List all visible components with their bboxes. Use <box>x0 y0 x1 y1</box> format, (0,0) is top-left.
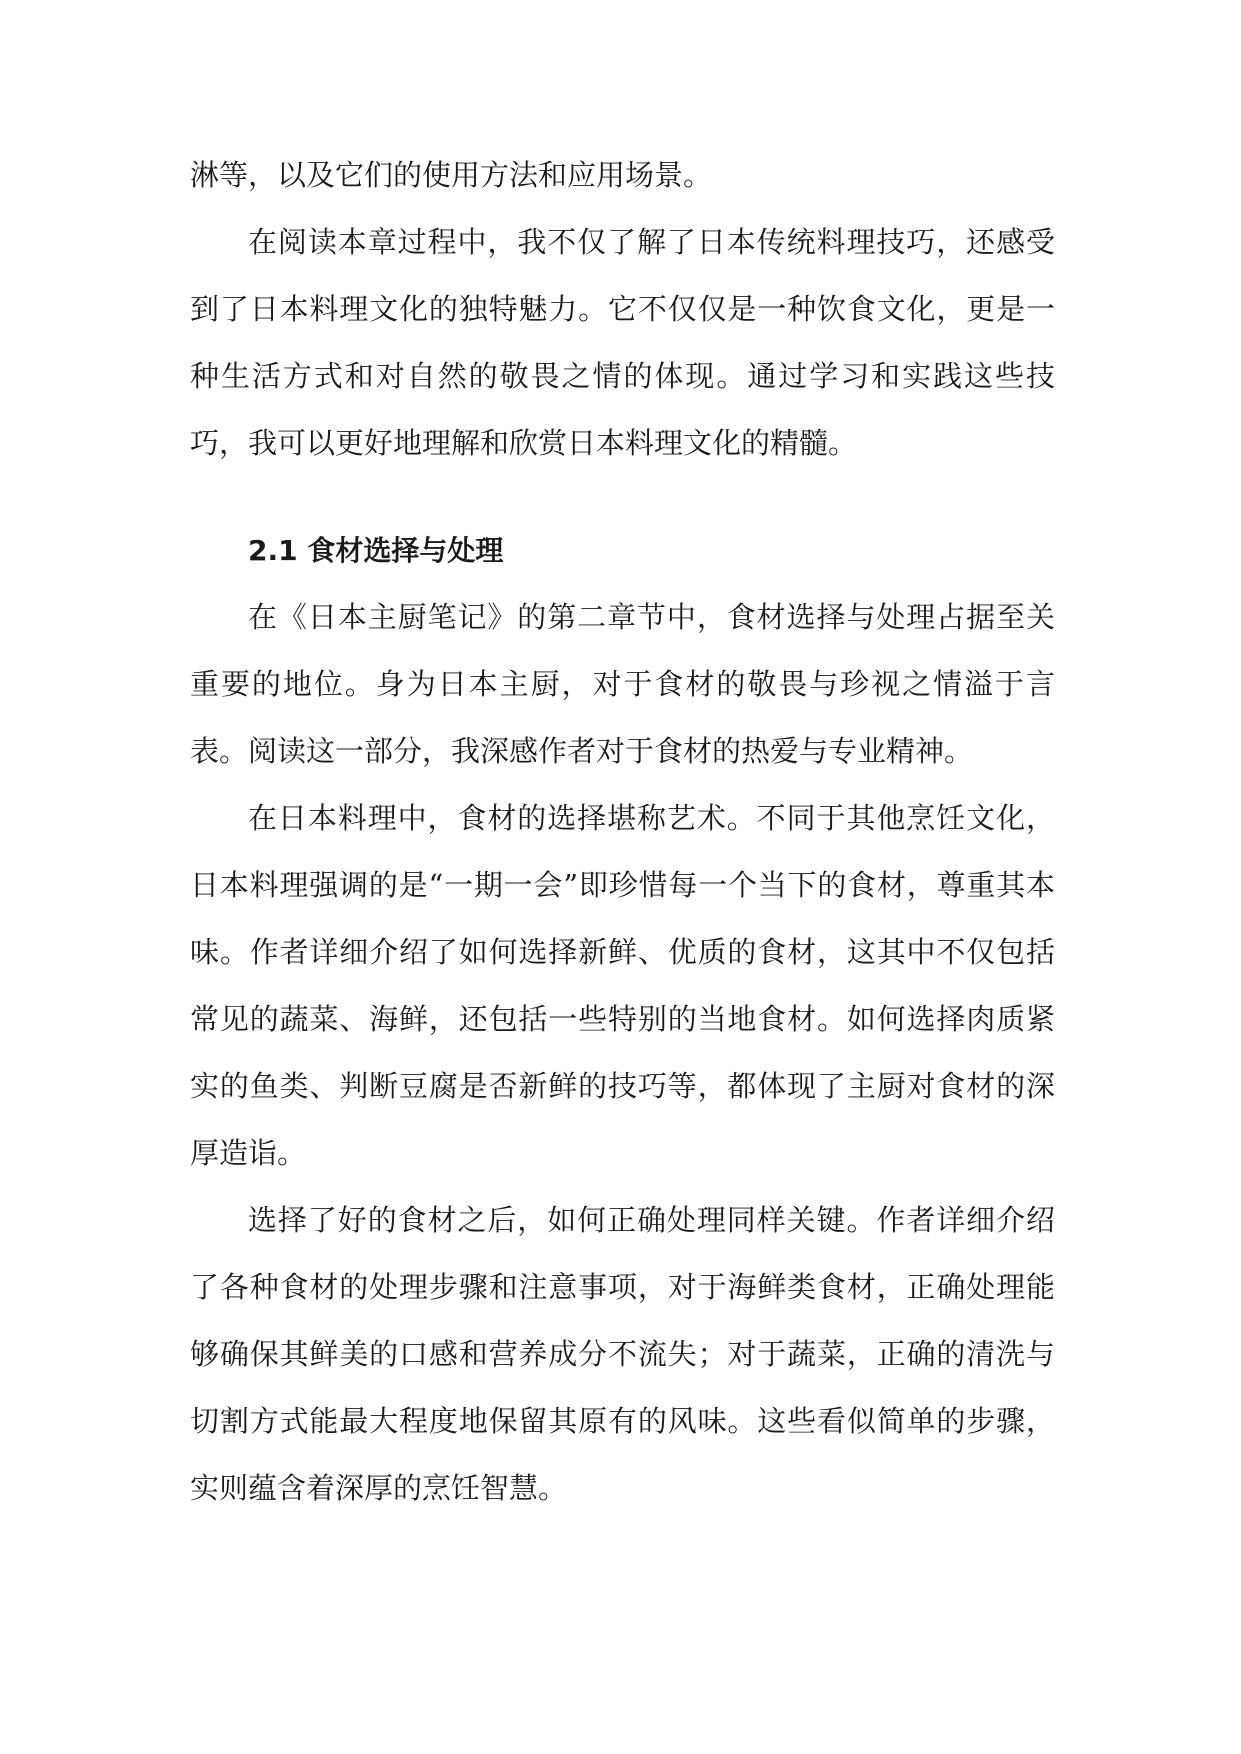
document-body <box>190 142 1055 1522</box>
section-title: 食材选择与处理 <box>307 534 504 567</box>
section-number: 2.1 <box>248 534 298 567</box>
paragraph-ingredients-importance: 在《日本主厨笔记》的第二章节中，食材选择与处理占据至关重要的地位。身为日本主厨，对于食材的敬畏与珍视之情溢于言表。阅读这一部分，我深感作者对于食材的热爱与专业精神。 <box>190 600 1055 768</box>
paragraph-continuation: 淋等，以及它们的使用方法和应用场景。 <box>190 158 713 192</box>
section-heading <box>190 517 1055 584</box>
paragraph-ingredient-processing: 选择了好的食材之后，如何正确处理同样关键。作者详细介绍了各种食材的处理步骤和注意事项，对于海鲜类食材，正确处理能够确保其鲜美的口感和营养成分不流失；对于蔬菜，正确的清洗与切割方式能最大程度地保留其原有的风味。这些看似简单的步骤，实则蕴含着深厚的烹饪智慧。 <box>190 1203 1055 1505</box>
paragraph-reading-reflection: 在阅读本章过程中，我不仅了解了日本传统料理技巧，还感受到了日本料理文化的独特魅力。它不仅仅是一种饮食文化，更是一种生活方式和对自然的敬畏之情的体现。通过学习和实践这些技巧，我可以更好地理解和欣赏日本料理文化的精髓。 <box>190 225 1055 460</box>
spacer <box>190 477 1055 497</box>
paragraph-ingredient-selection: 在日本料理中，食材的选择堪称艺术。不同于其他烹饪文化，日本料理强调的是“一期一会”即珍惜每一个当下的食材，尊重其本味。作者详细介绍了如何选择新鲜、优质的食材，这其中不仅包括常见的蔬菜、海鲜，还包括一些特别的当地食材。如何选择肉质紧实的鱼类、判断豆腐是否新鲜的技巧等，都体现了主厨对食材的深厚造诣。 <box>190 801 1055 1170</box>
